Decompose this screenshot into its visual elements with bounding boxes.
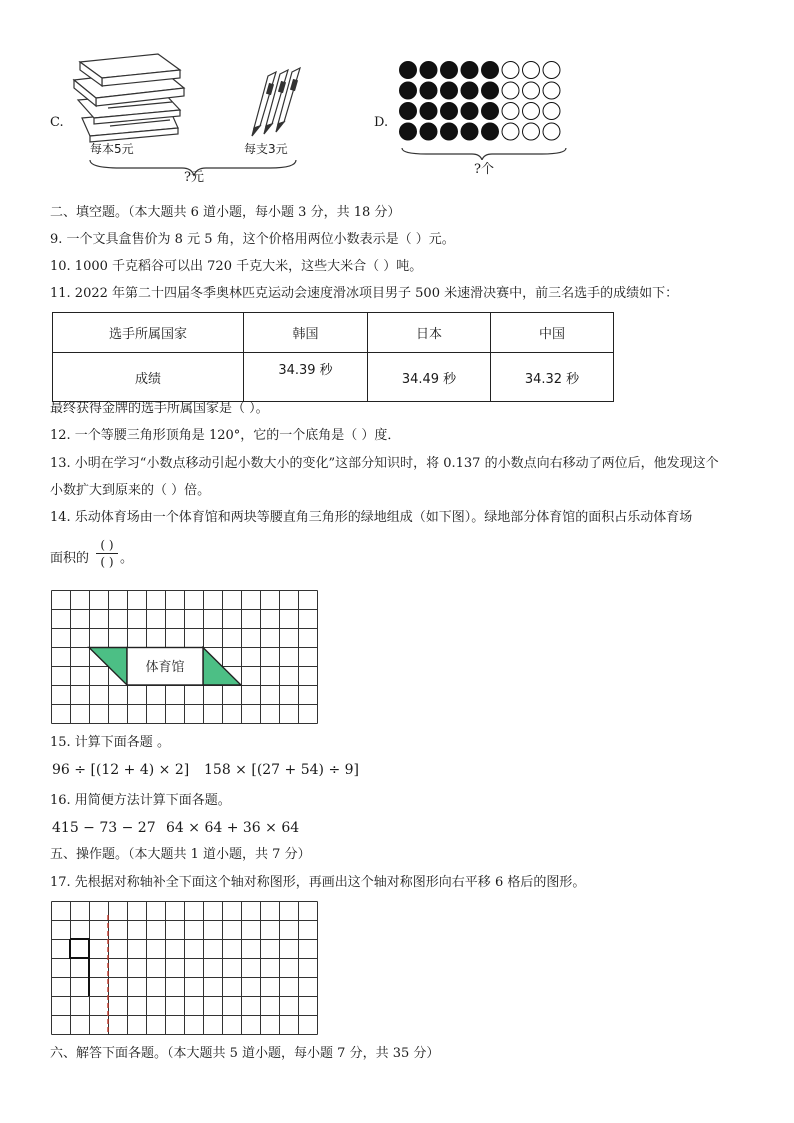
filled-dot [441,103,458,120]
empty-dot [543,103,560,120]
filled-dot [441,123,458,140]
filled-dot [420,103,437,120]
filled-dot [400,103,417,120]
question-14-prefix: 面积的 [50,551,90,566]
question-10: 10. 1000 千克稻谷可以出 720 千克大米，这些大米合（ ）吨。 [50,259,423,274]
gym-label: 体育馆 [145,660,185,675]
filled-dot [461,103,478,120]
table-cell: 成绩 [53,353,244,402]
q16-expression-2: 64 × 64 + 36 × 64 [166,820,300,836]
fraction-blank [96,538,118,569]
empty-dot [523,123,540,140]
empty-dot [502,82,519,99]
q16-expression-1: 415 − 73 − 27 [52,820,156,836]
pens-icon [252,68,300,136]
empty-dot [502,123,519,140]
question-15: 15. 计算下面各题 。 [50,735,170,750]
symmetry-grid [51,901,319,1035]
filled-dot [461,123,478,140]
empty-dot [543,62,560,79]
question-13-line2: 小数扩大到原来的（ ）倍。 [50,483,211,498]
filled-dot [482,62,499,79]
q15-expression-2: 158 × [(27 + 54) ÷ 9] [204,762,359,778]
question-16: 16. 用简便方法计算下面各题。 [50,793,231,808]
empty-dot [523,62,540,79]
books-pens-illustration [60,48,320,188]
empty-dot [523,103,540,120]
table-cell: 34.39 秒 [244,353,368,402]
table-header-cell: 中国 [491,313,614,353]
table-header-cell: 日本 [368,313,491,353]
filled-dot [400,62,417,79]
question-14-line1: 14. 乐动体育场由一个体育馆和两块等腰直角三角形的绿地组成（如下图）。绿地部分体育馆的面积占乐动体育场 [50,510,693,525]
table-cell: 34.32 秒 [491,353,614,402]
filled-dot [420,82,437,99]
pen-price-label: 每支3元 [244,142,288,156]
option-d-letter: D. [374,115,389,130]
brace-d [402,148,566,160]
sports-field-grid [51,590,319,726]
filled-dot [400,82,417,99]
table-header-row [53,313,614,353]
filled-dot [482,123,499,140]
empty-dot [543,123,560,140]
dot-array [396,58,572,160]
filled-dot [482,82,499,99]
table-header-cell: 韩国 [244,313,368,353]
filled-dot [400,123,417,140]
book-price-label: 每本5元 [90,142,134,156]
empty-dot [543,82,560,99]
scores-table [52,312,614,402]
question-9: 9. 一个文具盒售价为 8 元 5 角，这个价格用两位小数表示是（ ）元。 [50,232,455,247]
empty-dot [502,103,519,120]
section2-title: 二、填空题。（本大题共 6 道小题，每小题 3 分，共 18 分） [50,205,401,220]
question-11: 11. 2022 年第二十四届冬季奥林匹克运动会速度滑冰项目男子 500 米速滑决赛中，前三名选手的成绩如下： [50,286,679,301]
filled-dot [461,62,478,79]
half-shape [70,939,89,996]
filled-dot [441,62,458,79]
filled-dot [420,123,437,140]
fraction-denominator: ( ) [100,555,114,569]
books-icon [74,54,184,142]
filled-dot [482,103,499,120]
filled-dot [420,62,437,79]
section6-title: 六、解答下面各题。（本大题共 5 道小题，每小题 7 分，共 35 分） [50,1046,440,1061]
question-17: 17. 先根据对称轴补全下面这个轴对称图形，再画出这个轴对称图形向右平移 6 格后的图形。 [50,875,586,890]
table-header-cell: 选手所属国家 [53,313,244,353]
section5-title: 五、操作题。（本大题共 1 道小题，共 7 分） [50,847,311,862]
grid-lines [52,902,318,1035]
question-14-suffix: 。 [120,551,134,566]
question-12: 12. 一个等腰三角形顶角是 120°，它的一个底角是（ ）度． [50,428,401,443]
option-d-total: ?个 [474,162,494,177]
option-c-letter: C. [50,115,64,130]
table-row [53,353,614,402]
empty-dot [523,82,540,99]
filled-dot [441,82,458,99]
table-cell: 34.49 秒 [368,353,491,402]
filled-dot [461,82,478,99]
fraction-numerator: ( ) [100,538,114,552]
option-c-total: ?元 [184,170,204,185]
q15-expression-1: 96 ÷ [(12 + 4) × 2] [52,762,190,778]
question-13-line1: 13. 小明在学习“小数点移动引起小数大小的变化”这部分知识时，将 0.137 的小数点向右移动了两位后，他发现这个 [50,456,719,471]
empty-dot [502,62,519,79]
question-11-after: 最终获得金牌的选手所属国家是（ ）。 [50,401,269,416]
